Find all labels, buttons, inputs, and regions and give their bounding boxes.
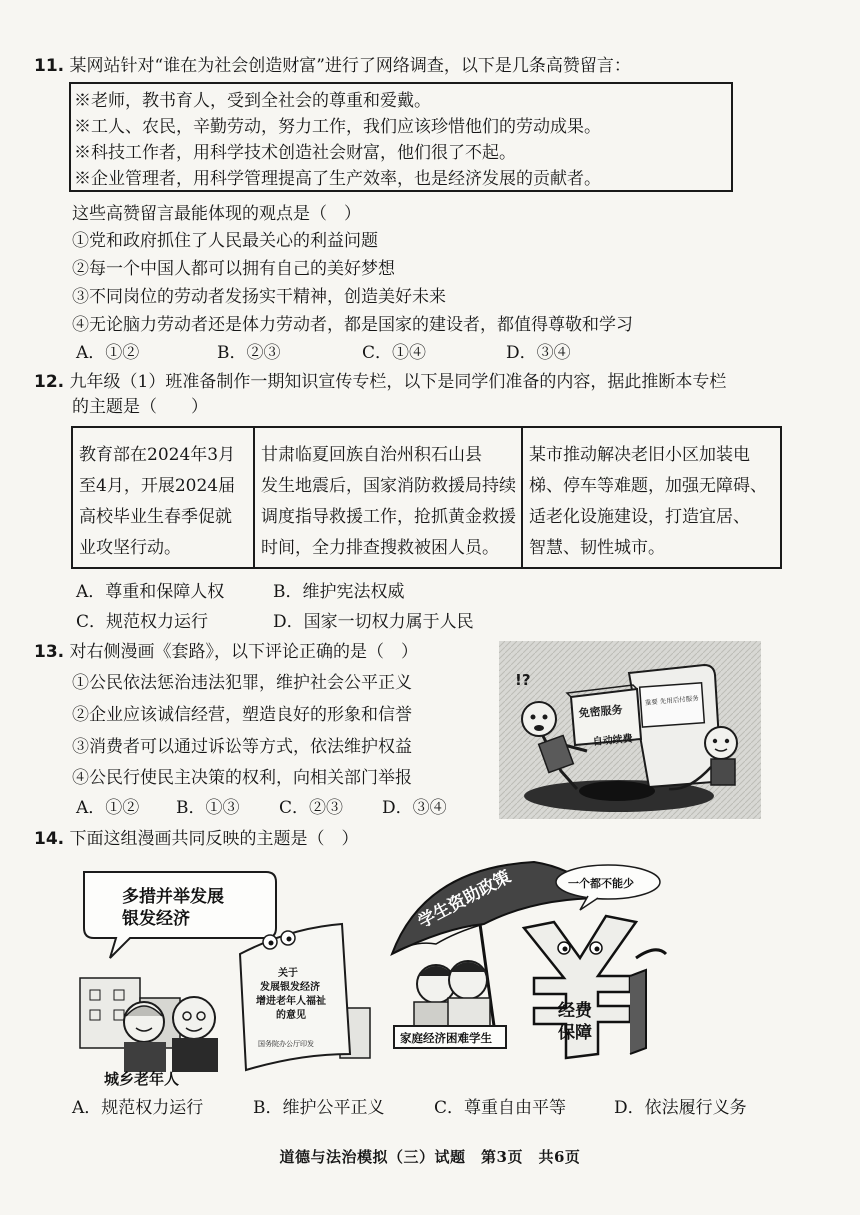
q11-statement-2: ②每一个中国人都可以拥有自己的美好梦想 (72, 259, 395, 279)
q14-right-cartoon-image (384, 858, 684, 1082)
q12-cell-1-line: 教育部在2024年3月 (79, 445, 236, 465)
q11-comments-box (69, 82, 733, 192)
q14-left-cartoon-image (70, 858, 380, 1090)
q13-statement-3: ③消费者可以通过诉讼等方式，依法维护权益 (72, 737, 412, 757)
q13-option-c[interactable]: C．②③ (279, 798, 344, 818)
q12-option-d[interactable]: D．国家一切权力属于人民 (273, 612, 474, 632)
q13-number: 13. (34, 642, 65, 662)
q11-stem-line (34, 55, 631, 77)
q12-cell-3-line: 智慧、韧性城市。 (529, 538, 665, 558)
q11-statement-3: ③不同岗位的劳动者发扬实干精神，创造美好未来 (72, 287, 446, 307)
q13-cartoon-exclaim: !? (515, 671, 531, 689)
q11-option-a[interactable]: A．①② (76, 343, 140, 363)
q14-stem: 下面这组漫画共同反映的主题是（ ） (69, 829, 359, 849)
q11-comment-4: ※企业管理者，用科学管理提高了生产效率，也是经济发展的贡献者。 (74, 169, 601, 189)
q13-cartoon-sign-2: 自动续费 (592, 733, 634, 748)
q13-cartoon-image (499, 641, 761, 819)
q12-stem-line2: 的主题是（ ） (72, 397, 208, 417)
q12-cell-2-line: 甘肃临夏回族自治州积石山县 (261, 445, 482, 465)
q12-cell-1-line: 高校毕业生春季促就 (79, 507, 232, 527)
q13-statement-4: ④公民行使民主决策的权利，向相关部门举报 (72, 768, 412, 788)
q11-comment-2: ※工人、农民，辛勤劳动，努力工作，我们应该珍惜他们的劳动成果。 (74, 117, 601, 137)
q14-option-c[interactable]: C．尊重自由平等 (434, 1098, 567, 1118)
q12-option-c[interactable]: C．规范权力运行 (76, 612, 209, 632)
q14-number: 14. (34, 829, 65, 849)
q12-cell-2-line: 调度指导救援工作，抢抓黄金救援 (261, 507, 516, 527)
q11-number: 11. (34, 56, 65, 76)
q12-option-a[interactable]: A．尊重和保障人权 (76, 582, 225, 602)
q12-cell-3-line: 适老化设施建设，打造宜居、 (529, 507, 750, 527)
q14-left-doc-line-1: 关于 (278, 968, 298, 979)
q13-stem-line (34, 641, 418, 663)
q12-cell-3-line: 梯、停车等难题，加强无障碍、 (529, 476, 767, 496)
q14-right-yuan-label-2: 保障 (558, 1023, 592, 1043)
q12-cell-3-line: 某市推动解决老旧小区加装电 (529, 445, 750, 465)
q11-option-d[interactable]: D．③④ (506, 343, 571, 363)
q11-stem: 某网站针对“谁在为社会创造财富”进行了网络调查，以下是几条高赞留言： (69, 56, 631, 76)
q13-option-d[interactable]: D．③④ (382, 798, 447, 818)
q12-cell-2-line: 时间，全力排查搜救被困人员。 (261, 538, 499, 558)
q12-material-table (71, 426, 782, 569)
q11-question: 这些高赞留言最能体现的观点是（ ） (72, 204, 361, 224)
q13-stem: 对右侧漫画《套路》，以下评论正确的是（ ） (69, 642, 419, 662)
page-footer: 道德与法治模拟（三）试题 第3页 共6页 (279, 1148, 581, 1166)
q14-left-bubble-line-1: 多措并举发展 (122, 887, 224, 907)
q11-option-b[interactable]: B．②③ (217, 343, 281, 363)
q13-option-a[interactable]: A．①② (76, 798, 140, 818)
q12-option-b[interactable]: B．维护宪法权威 (273, 582, 405, 602)
q14-left-bubble-line-2: 银发经济 (122, 909, 190, 929)
q12-cell-1-line: 至4月，开展2024届 (79, 476, 236, 496)
q13-statement-2: ②企业应该诚信经营，塑造良好的形象和信誉 (72, 705, 412, 725)
q11-option-c[interactable]: C．①④ (362, 343, 427, 363)
q14-right-yuan-label-1: 经费 (558, 1001, 592, 1021)
q12-stem-1: 九年级（1）班准备制作一期知识宣传专栏，以下是同学们准备的内容，据此推断本专栏 (69, 372, 727, 392)
q13-statement-1: ①公民依法惩治违法犯罪，维护社会公平正义 (72, 673, 412, 693)
q14-option-a[interactable]: A．规范权力运行 (72, 1098, 204, 1118)
q12-cell-2-line: 发生地震后，国家消防救援局持续 (261, 476, 516, 496)
q14-left-doc-line-2: 发展银发经济 (260, 982, 320, 993)
q11-statement-4: ④无论脑力劳动者还是体力劳动者，都是国家的建设者，都值得尊敬和学习 (72, 315, 633, 335)
q14-option-b[interactable]: B．维护公平正义 (253, 1098, 385, 1118)
q14-right-bubble: 一个都不能少 (568, 877, 634, 890)
q12-number: 12. (34, 372, 65, 392)
q14-right-umbrella-text: 学生资助政策 (414, 866, 515, 933)
q11-statement-1: ①党和政府抓住了人民最关心的利益问题 (72, 231, 378, 251)
q12-cell-1 (72, 427, 254, 568)
q12-cell-1-line: 业攻坚行动。 (79, 538, 181, 558)
q11-comment-1: ※老师，教书育人，受到全社会的尊重和爱戴。 (74, 91, 431, 111)
q12-stem-line1 (34, 371, 726, 393)
q14-stem-line (34, 828, 359, 850)
q13-option-b[interactable]: B．①③ (176, 798, 240, 818)
q14-left-caption: 城乡老年人 (104, 1070, 180, 1088)
q14-option-d[interactable]: D．依法履行义务 (614, 1098, 747, 1118)
q13-cartoon-screen: 重要 先用后付服务 (644, 694, 700, 707)
q13-cartoon-sign-1: 免密服务 (578, 703, 624, 720)
q14-left-doc-line-3: 增进老年人福祉 (256, 996, 326, 1007)
q14-left-doc-footer: 国务院办公厅印发 (258, 1040, 314, 1048)
q11-comment-3: ※科技工作者，用科学技术创造社会财富，他们很了不起。 (74, 143, 516, 163)
q14-right-banner: 家庭经济困难学生 (400, 1031, 492, 1045)
q14-left-doc-line-4: 的意见 (276, 1010, 306, 1021)
q12-cell-3 (522, 427, 781, 568)
q12-cell-2 (254, 427, 522, 568)
